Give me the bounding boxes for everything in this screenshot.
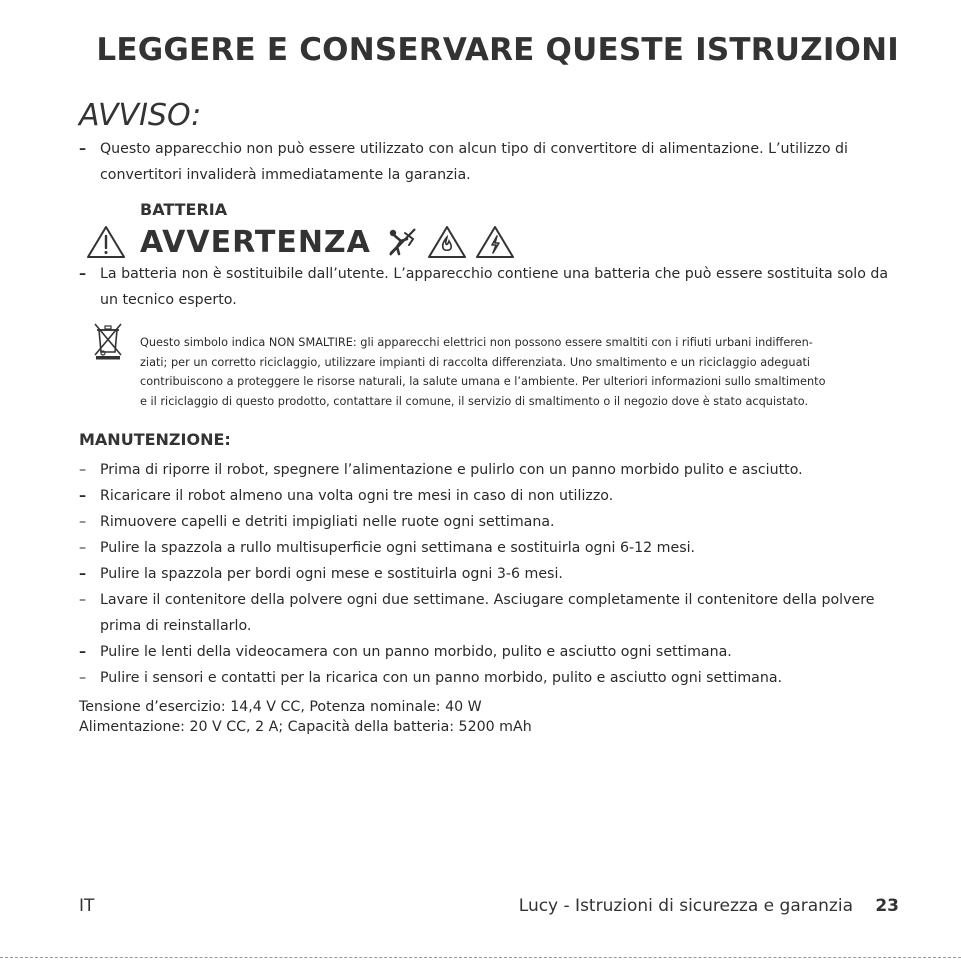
page-bottom-rule	[0, 957, 961, 958]
maintenance-heading: MANUTENZIONE:	[79, 430, 231, 449]
warning-triangle-icon	[86, 225, 126, 259]
battery-warning-row	[86, 222, 515, 262]
page-number: 23	[875, 896, 899, 916]
battery-list	[79, 261, 909, 313]
battery-item: – La batteria non è sostituibile dall’utente. L’apparecchio contiene una batteria che può essere sostituita solo da un tecnico esperto.	[79, 261, 909, 313]
warning-word: AVVERTENZA	[140, 224, 371, 260]
maintenance-item: – Pulire la spazzola per bordi ogni mese e sostituirla ogni 3-6 mesi.	[79, 561, 909, 587]
weee-crossed-bin-icon	[92, 322, 124, 360]
spec-supply-battery: Alimentazione: 20 V CC, 2 A; Capacità della batteria: 5200 mAh	[79, 719, 532, 735]
spec-voltage-power: Tensione d’esercizio: 14,4 V CC, Potenza nominale: 40 W	[79, 699, 482, 715]
disposal-line: contribuiscono a proteggere le risorse naturali, la salute umana e l’ambiente. Per ulteriori informazioni sullo smaltimento	[140, 375, 826, 388]
notice-item: – Questo apparecchio non può essere utilizzato con alcun tipo di convertitore di alimentazione. L’utilizzo di convertitori invaliderà immediatamente la garanzia.	[79, 136, 909, 188]
footer-language: IT	[79, 896, 95, 916]
fire-hazard-icon	[427, 225, 467, 259]
disposal-line: e il riciclaggio di questo prodotto, contattare il comune, il servizio di smaltimento o il negozio dove è stato acquistato.	[140, 394, 809, 408]
electric-hazard-icon	[475, 225, 515, 259]
maintenance-item: – Lavare il contenitore della polvere ogni due settimane. Asciugare completamente il contenitore della polvere prima di reinstallarlo.	[79, 587, 909, 639]
page-title: LEGGERE E CONSERVARE QUESTE ISTRUZIONI	[96, 32, 899, 68]
disposal-line: Questo simbolo indica NON SMALTIRE: gli apparecchi elettrici non possono essere smaltiti con i rifiuti urbani indifferen-	[140, 336, 813, 349]
maintenance-item: – Prima di riporre il robot, spegnere l’alimentazione e pulirlo con un panno morbido pulito e asciutto.	[79, 457, 909, 483]
maintenance-item: – Pulire la spazzola a rullo multisuperficie ogni settimana e sostituirla ogni 6-12 mesi.	[79, 535, 909, 561]
maintenance-item: – Pulire le lenti della videocamera con un panno morbido, pulito e asciutto ogni settimana.	[79, 639, 909, 665]
maintenance-list	[79, 457, 909, 691]
disposal-text	[140, 333, 900, 411]
maintenance-item: – Ricaricare il robot almeno una volta ogni tre mesi in caso di non utilizzo.	[79, 483, 909, 509]
notice-list	[79, 136, 909, 188]
child-hazard-icon	[385, 225, 419, 259]
maintenance-item: – Pulire i sensori e contatti per la ricarica con un panno morbido, pulito e asciutto ogni settimana.	[79, 665, 909, 691]
footer-document-title: Lucy - Istruzioni di sicurezza e garanzia	[518, 896, 853, 916]
battery-label: BATTERIA	[140, 200, 228, 219]
disposal-line: ziati; per un corretto riciclaggio, utilizzare impianti di raccolta differenziata. Uno smaltimento e un riciclaggio adeguati	[140, 355, 811, 369]
maintenance-item: – Rimuovere capelli e detriti impigliati nelle ruote ogni settimana.	[79, 509, 909, 535]
notice-heading: AVVISO:	[79, 98, 202, 133]
